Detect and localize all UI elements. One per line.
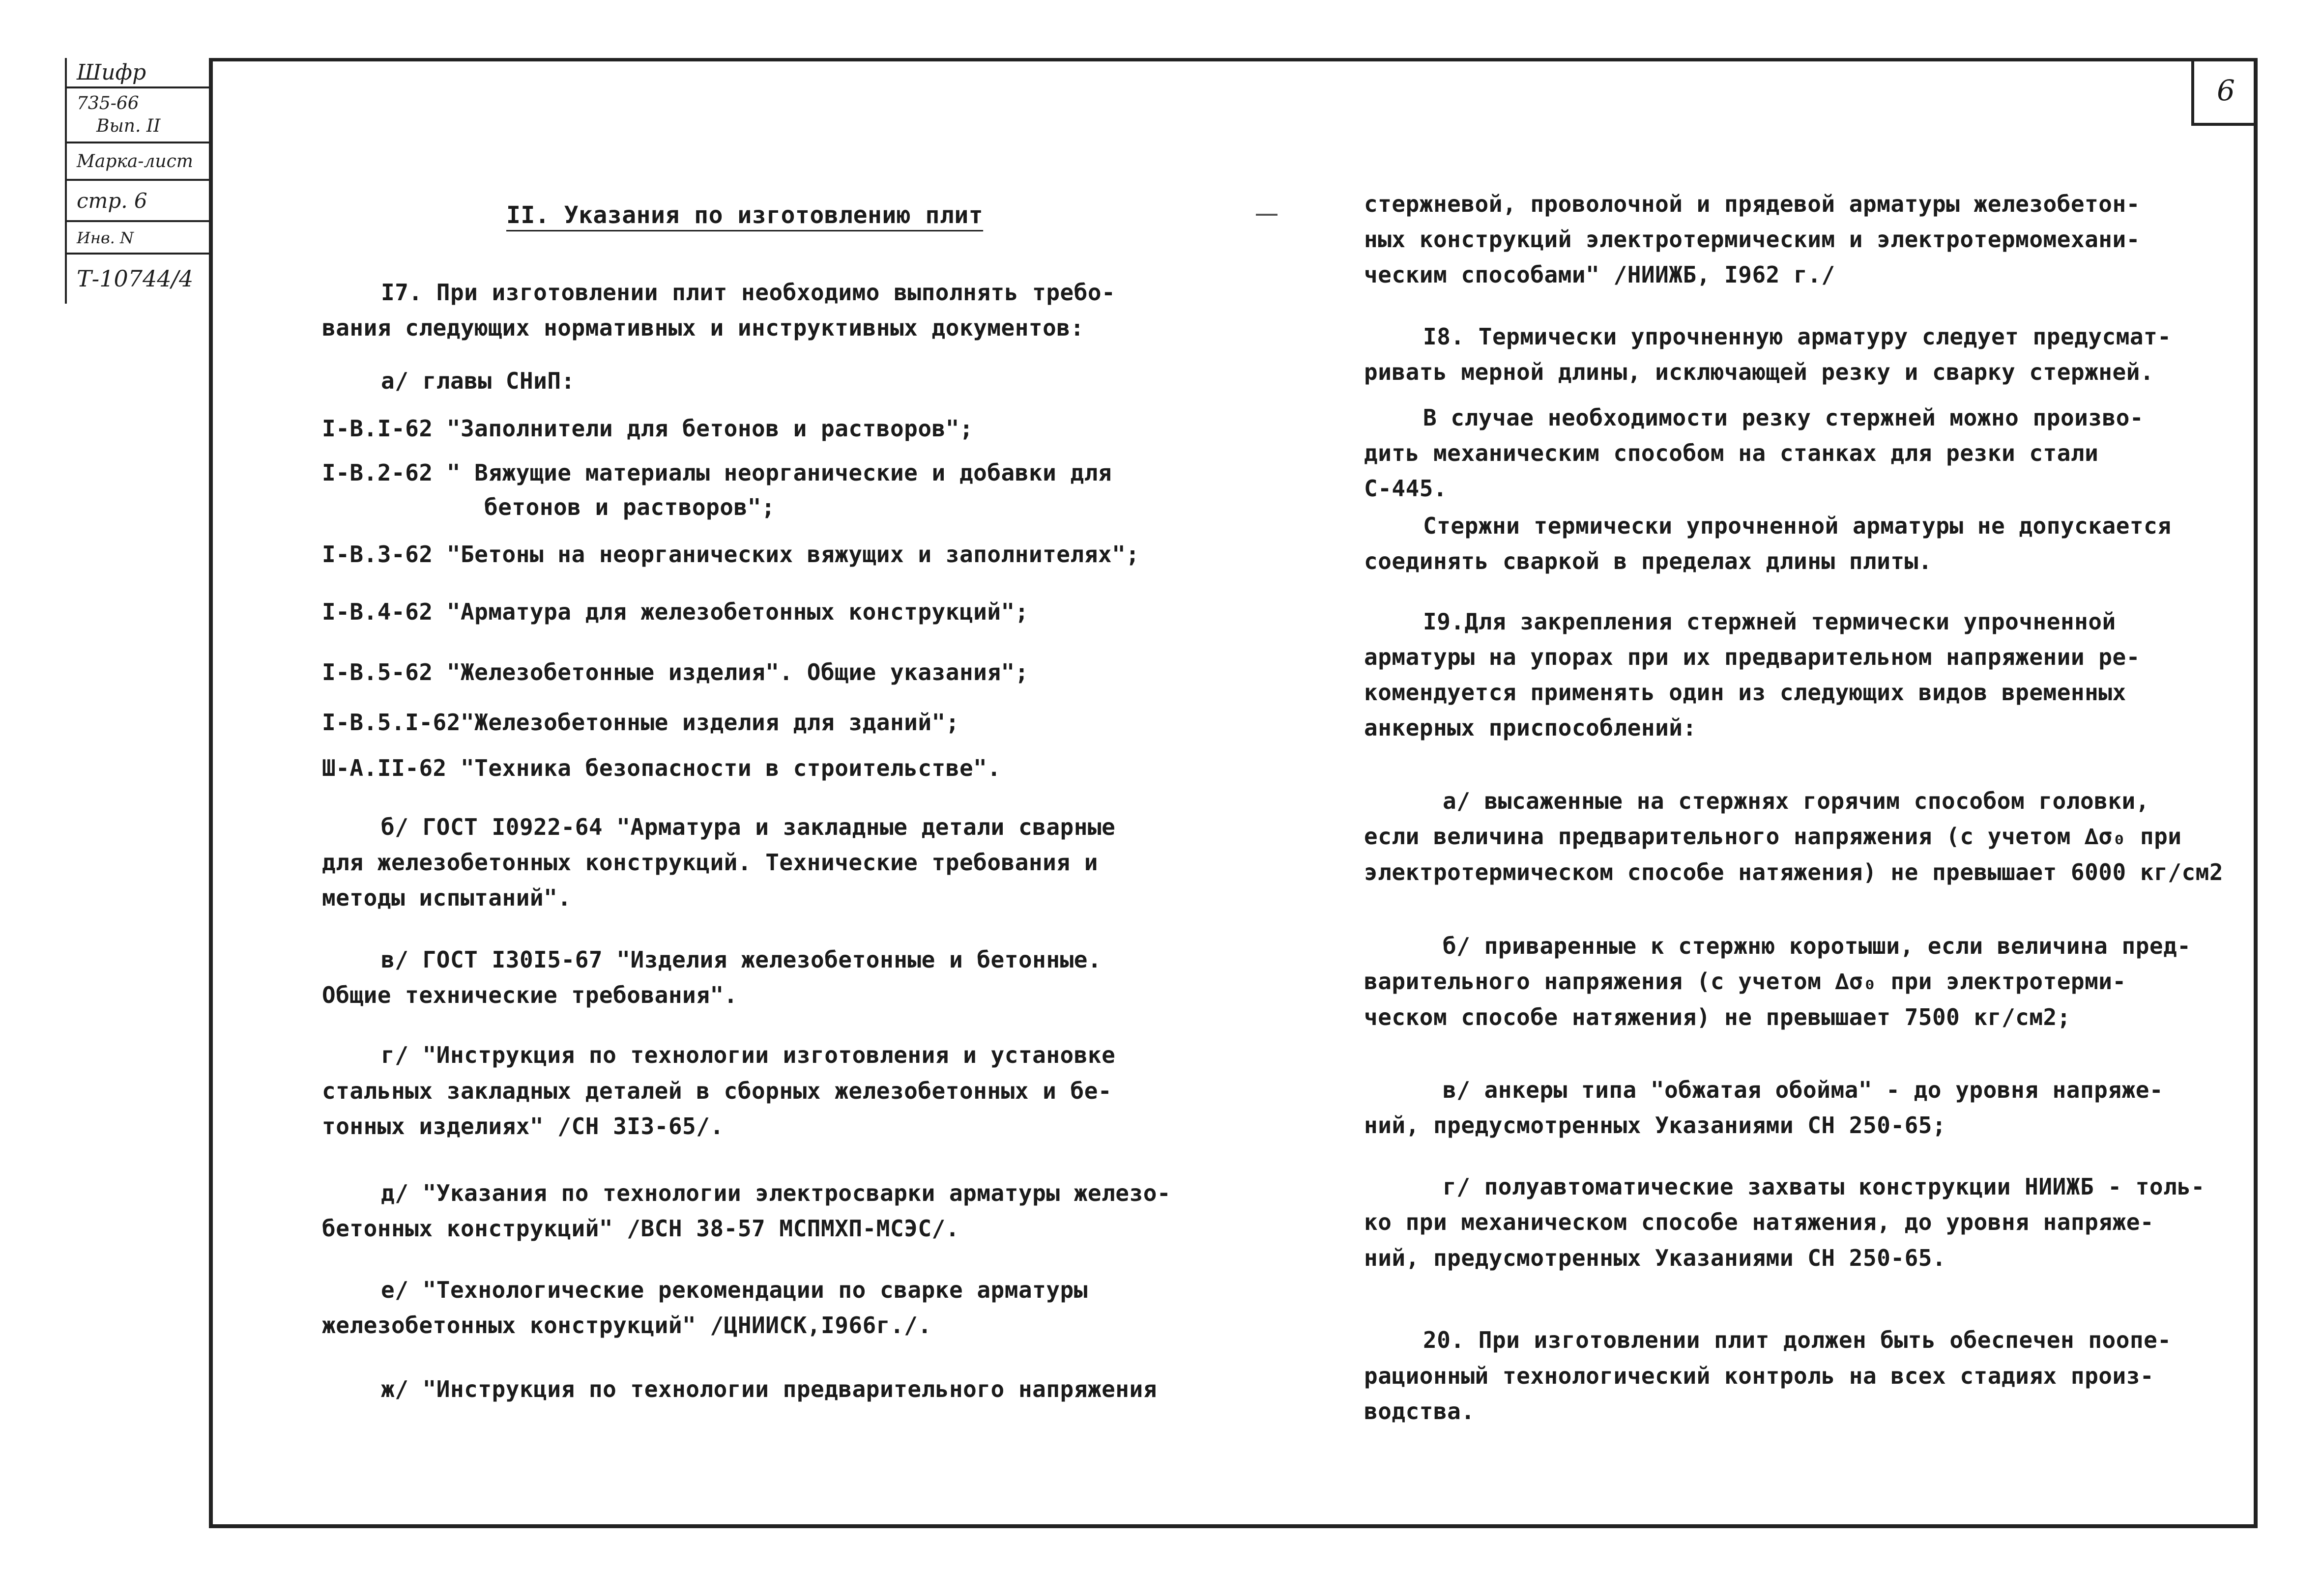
stamp-page: стр. 6: [65, 181, 209, 222]
right-line: соединять сваркой в пределах длины плиты.: [1364, 548, 1932, 574]
left-line: методы испытаний".: [322, 884, 572, 911]
left-line: Общие технические требования".: [322, 982, 738, 1008]
right-line: анкерных приспособлений:: [1364, 714, 1697, 741]
left-line: б/ ГОСТ I0922-64 "Арматура и закладные детали сварные: [381, 814, 1116, 840]
section-heading: II. Указания по изготовлению плит: [506, 201, 984, 229]
right-line: 20. При изготовлении плит должен быть обеспечен поопе-: [1423, 1327, 2172, 1353]
right-line: арматуры на упорах при их предварительном напряжении ре-: [1364, 644, 2140, 670]
stamp-series: 735-66: [77, 93, 139, 114]
right-line: водства.: [1364, 1398, 1475, 1425]
stamp-series-issue: [65, 88, 209, 143]
left-line: а/ главы СНиП:: [381, 368, 575, 394]
right-line: В случае необходимости резку стержней можно произво-: [1423, 404, 2144, 431]
page-number: 6: [2191, 61, 2258, 126]
right-line: рационный технологический контроль на всех стадиях произ-: [1364, 1363, 2154, 1389]
left-line: Ш-А.II-62 "Техника безопасности в строительстве".: [322, 755, 1001, 781]
left-line: д/ "Указания по технологии электросварки арматуры железо-: [381, 1180, 1171, 1206]
left-line: е/ "Технологические рекомендации по сварке арматуры: [381, 1277, 1088, 1303]
right-line: а/ высаженные на стержнях горячим способом головки,: [1443, 788, 2149, 814]
left-line: I-В.5-62 "Железобетонные изделия". Общие указания";: [322, 659, 1029, 685]
right-line: ний, предусмотренных Указаниями СН 250-65;: [1364, 1112, 1946, 1139]
right-line: б/ приваренные к стержню коротыши, если величина пред-: [1443, 933, 2191, 959]
stamp-inv-no: Инв. N: [65, 222, 209, 255]
right-line: если величина предварительного напряжения (с учетом ∆σ₀ при: [1364, 823, 2182, 850]
left-line: в/ ГОСТ I30I5-67 "Изделия железобетонные и бетонные.: [381, 946, 1102, 973]
left-line: г/ "Инструкция по технологии изготовления и установке: [381, 1042, 1116, 1068]
left-line: бетонов и растворов";: [484, 494, 776, 520]
left-line: I-В.3-62 "Бетоны на неорганических вяжущих и заполнителях";: [322, 541, 1140, 568]
left-line: I-В.2-62 " Вяжущие материалы неорганические и добавки для: [322, 459, 1112, 486]
right-line: в/ анкеры типа "обжатая обойма" - до уровня напряже-: [1443, 1077, 2164, 1103]
left-line: тонных изделиях" /СН 3I3-65/.: [322, 1113, 724, 1140]
right-line: I9.Для закрепления стержней термически упрочненной: [1423, 608, 2116, 635]
left-line: стальных закладных деталей в сборных железобетонных и бе-: [322, 1078, 1112, 1104]
left-line: для железобетонных конструкций. Технические требования и: [322, 849, 1098, 876]
left-line: ж/ "Инструкция по технологии предварительного напряжения: [381, 1376, 1157, 1402]
left-line: I-В.5.I-62"Железобетонные изделия для зданий";: [322, 709, 959, 736]
right-line: ко при механическом способе натяжения, до уровня напряже-: [1364, 1209, 2154, 1235]
stamp-doc-no: Т-10744/4: [65, 255, 209, 304]
left-line: I7. При изготовлении плит необходимо выполнять требо-: [381, 279, 1116, 306]
right-line: Стержни термически упрочненной арматуры не допускается: [1423, 513, 2172, 539]
right-line: стержневой, проволочной и прядевой арматуры железобетон-: [1364, 191, 2140, 217]
right-line: С-445.: [1364, 475, 1448, 502]
left-line: бетонных конструкций" /ВСН 38-57 МСПМХП-МСЭС/.: [322, 1215, 959, 1242]
right-line: ческом способе натяжения) не превышает 7500 кг/см2;: [1364, 1004, 2071, 1030]
right-line: I8. Термически упрочненную арматуру следует предусмат-: [1423, 323, 2172, 350]
right-line: комендуется применять один из следующих видов временных: [1364, 679, 2126, 706]
stamp-mark-sheet: Марка-лист: [65, 143, 209, 181]
stamp-cipher: Шифр: [65, 58, 209, 88]
right-line: электротермическом способе натяжения) не превышает 6000 кг/см2: [1364, 859, 2224, 885]
title-stamp: [65, 58, 209, 304]
left-line: железобетонных конструкций" /ЦНИИСК,I966г./.: [322, 1312, 932, 1339]
right-line: варительного напряжения (с учетом ∆σ₀ при электротерми-: [1364, 968, 2126, 995]
left-line: I-В.I-62 "Заполнители для бетонов и растворов";: [322, 415, 974, 442]
right-line: ний, предусмотренных Указаниями СН 250-65.: [1364, 1245, 1946, 1271]
left-line: I-В.4-62 "Арматура для железобетонных конструкций";: [322, 598, 1029, 625]
right-line: дить механическим способом на станках для резки стали: [1364, 440, 2099, 466]
stamp-issue: Вып. II: [96, 116, 161, 136]
right-line: ривать мерной длины, исключающей резку и сварку стержней.: [1364, 359, 2154, 385]
right-line: г/ полуавтоматические захваты конструкции НИИЖБ - толь-: [1443, 1173, 2205, 1200]
column-divider-mark: [1256, 214, 1277, 216]
right-line: ных конструкций электротермическим и электротермомехани-: [1364, 226, 2140, 253]
left-line: вания следующих нормативных и инструктивных документов:: [322, 314, 1084, 341]
right-line: ческим способами" /НИИЖБ, I962 г./: [1364, 261, 1835, 288]
